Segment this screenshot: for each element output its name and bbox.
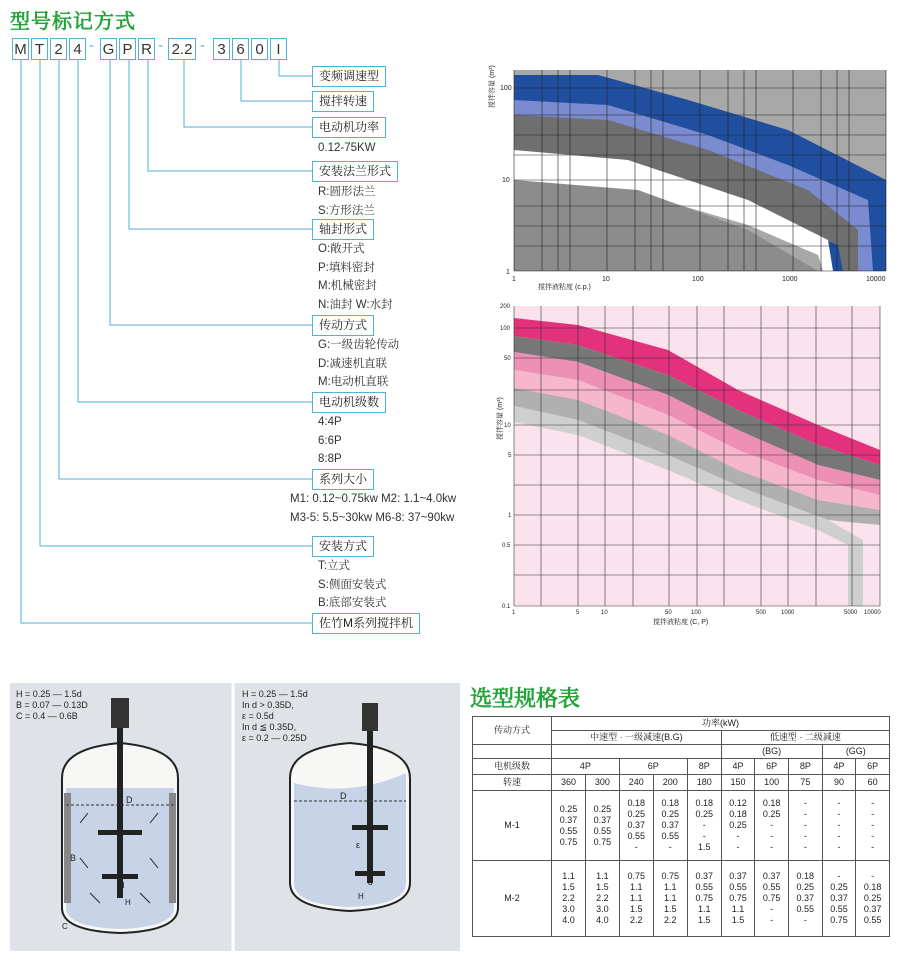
th-mid: 中速型 · 一级减速(B.G)	[552, 731, 722, 745]
section-title: 型号标记方式	[10, 11, 136, 33]
tank1-mark-C: C	[62, 922, 68, 931]
series-options: M1: 0.12~0.75kw M2: 1.1~4.0kw M3-5: 5.5~30kw M6-8: 37~90kw	[290, 493, 457, 524]
tank2-formula: H = 0.25 — 1.5d	[242, 689, 308, 699]
tank1-mark-B: B	[70, 853, 77, 863]
chart1-xtick: 10	[602, 276, 610, 283]
tank2-mark-e: ε	[356, 840, 361, 850]
chart2-ytick: 1	[508, 513, 512, 519]
tank2-formula: In d > 0.35D,	[242, 700, 294, 710]
drive-options: G:一级齿轮传动 D:减速机直联 M:电动机直联	[318, 339, 400, 388]
code-dash: -	[200, 37, 205, 54]
chart2-ytick: 10	[504, 423, 511, 429]
tank1-formula: H = 0.25 — 1.5d	[16, 689, 82, 699]
row-m1: M-1	[473, 791, 552, 861]
chart2-xtick: 50	[665, 610, 672, 616]
chart-capacity-pink	[488, 300, 893, 630]
label-poles: 电动机级数	[312, 392, 386, 413]
chart2-xtick: 5000	[844, 610, 858, 616]
code-dash: -	[158, 37, 163, 54]
table-title: 选型规格表	[470, 686, 581, 711]
chart2-xlabel: 搅拌液粘度 (C, P)	[653, 619, 709, 626]
chart2-xtick: 5	[576, 610, 580, 616]
label-inverter: 变频调速型	[312, 66, 386, 87]
chart2-ytick: 200	[500, 304, 511, 310]
flange-options: R:圆形法兰 S:方形法兰	[318, 186, 376, 217]
tank1-formula: C = 0.4 — 0.6B	[16, 711, 78, 721]
tank-diagrams	[10, 683, 460, 951]
label-drive: 传动方式	[312, 315, 374, 336]
tank2-mark-D: D	[340, 791, 347, 801]
label-series: 系列大小	[312, 469, 374, 490]
code-char: 2	[50, 38, 67, 60]
mount-options: T:立式 S:侧面安装式 B:底部安装式	[318, 560, 387, 609]
chart1-xtick: 1	[512, 276, 516, 283]
row-m2: M-2	[473, 861, 552, 937]
label-motor-power: 电动机功率	[312, 117, 386, 138]
table-row: M-2 1.1 1.5 2.2 3.0 4.0 1.1 1.5 2.2 3.0 4.0 0.75 1.1 1.1 1.5 2.2 0.75 1.1 1.1 1.5 2.2 0.37 0.55 0.75 1.1 1.5 0.37 0.55 0.75 1.1 1.5 0.37 0.55 0.75 - - 0.18 0.25 0.37 0.55 - - 0.25 0.37 0.55 0.75 - 0.18 0.25 0.37 0.55	[473, 861, 890, 937]
label-seal: 轴封形式	[312, 219, 374, 240]
chart2-ytick: 5	[508, 453, 512, 459]
tank1-mark-H: H	[125, 898, 131, 907]
chart2-xtick: 10	[601, 610, 608, 616]
chart2-xtick: 1000	[781, 610, 795, 616]
chart2-xtick: 1	[512, 610, 516, 616]
code-char: I	[270, 38, 287, 60]
th-poles: 电机级数	[473, 759, 552, 775]
th-power: 功率(kW)	[552, 717, 890, 731]
tank1-mark-D: D	[126, 795, 133, 805]
chart2-ytick: 0.1	[502, 604, 511, 610]
th-gg: (GG)	[822, 745, 889, 759]
tank2-formula: ε = 0.5d	[242, 711, 274, 721]
chart1-ytick: 100	[500, 85, 512, 92]
label-mount: 安装方式	[312, 536, 374, 557]
label-series-name: 佐竹M系列搅拌机	[312, 613, 420, 634]
chart1-xtick: 100	[692, 276, 704, 283]
chart1-xtick: 10000	[866, 276, 886, 283]
code-char: 3	[213, 38, 230, 60]
code-char: 0	[251, 38, 268, 60]
code-char: G	[100, 38, 117, 60]
tank2-mark-H: H	[358, 892, 364, 901]
chart-capacity-blue	[488, 60, 893, 292]
seal-options: O:敞开式 P:填料密封 M:机械密封 N:油封 W:水封	[318, 243, 393, 311]
label-flange: 安装法兰形式	[312, 161, 398, 182]
chart2-ytick: 50	[504, 356, 511, 362]
th-drive: 传动方式	[473, 717, 552, 745]
chart2-ylabel: 搅拌容量 (m³)	[497, 397, 504, 440]
th-speed: 转速	[473, 775, 552, 791]
tank1-mark-d: d	[120, 881, 125, 890]
code-char: M	[12, 38, 29, 60]
pole-options: 4:4P 6:6P 8:8P	[318, 416, 342, 465]
code-char: T	[31, 38, 48, 60]
chart2-ytick: 0.5	[502, 543, 511, 549]
leader-lines	[0, 0, 320, 640]
code-char: R	[138, 38, 155, 60]
chart2-xtick: 10000	[864, 610, 881, 616]
th-bg: (BG)	[721, 745, 822, 759]
chart1-ytick: 1	[506, 269, 510, 276]
chart2-xtick: 500	[756, 610, 767, 616]
power-range: 0.12-75KW	[318, 142, 376, 154]
spec-table: 传动方式 功率(kW) 中速型 · 一级减速(B.G) 低速型 · 二级减速 (BG) (GG) 电机级数 4P 6P 8P 4P 6P 8P 4P 6P 转速 360 300 240 200 180 150 100 75 90 60 M-1 0.25 0.37 0.55 0.75 0.25 0.37 0.55 0.75 0.18 0.25 0.37 0.55 - 0.18 0.25 0.37 0.55 - 0.18 0.25 - - 1.5 0.12 0.18 0.25 - - 0.18 0.25 - - - - - - - - - - - - - - - - - - M-2 1.1 1.5 2.2 3.0 4.0 1.1 1.5 2.2 3.0 4.0 0.75 1.1 1.1 1.5 2.2 0.75 1.1 1.1 1.5 2.2 0.37 0.55 0.75 1.1 1.5 0.37 0.55 0.75 1.1 1.5 0.37 0.55 0.75 - - 0.18 0.25 0.37 0.55 - - 0.25 0.37 0.55 0.75 - 0.18 0.25 0.37 0.55	[472, 716, 890, 937]
chart2-ytick: 100	[500, 326, 511, 332]
tank2-formula: ε = 0.2 — 0.25D	[242, 733, 307, 743]
code-dash: -	[89, 37, 94, 54]
label-speed: 搅拌转速	[312, 91, 374, 112]
code-char: 6	[232, 38, 249, 60]
code-char: 4	[69, 38, 86, 60]
table-row: M-1 0.25 0.37 0.55 0.75 0.25 0.37 0.55 0.75 0.18 0.25 0.37 0.55 - 0.18 0.25 0.37 0.55 - 0.18 0.25 - - 1.5 0.12 0.18 0.25 - - 0.18 0.25 - - - - - - - - - - - - - - - - - -	[473, 791, 890, 861]
code-char: 2.2	[168, 38, 196, 60]
tank2-mark-d: d	[368, 878, 373, 887]
code-char: P	[119, 38, 136, 60]
chart1-xlabel: 搅拌液粘度 (c.p.)	[538, 284, 591, 291]
th-low: 低速型 · 二级减速	[721, 731, 889, 745]
chart1-ylabel: 搅拌容量 (m³)	[489, 65, 496, 108]
tank1-formula: B = 0.07 — 0.13D	[16, 700, 88, 710]
tank2-formula: In d ≦ 0.35D,	[242, 722, 297, 732]
chart1-xtick: 1000	[782, 276, 798, 283]
chart2-xtick: 100	[691, 610, 702, 616]
chart1-ytick: 10	[502, 177, 510, 184]
